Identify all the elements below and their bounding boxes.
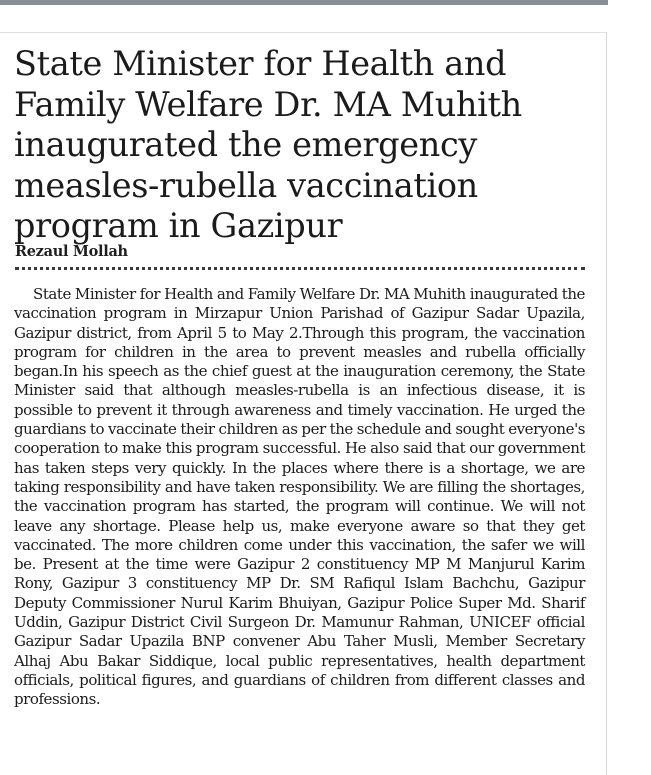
column-frame-top	[0, 32, 607, 33]
top-rule	[0, 0, 608, 5]
author-byline: Rezaul Mollah	[15, 243, 128, 260]
article-body: State Minister for Health and Family Welfare Dr. MA Muhith inaugurated the vaccination program in Mirzapur Union Parishad of Gazipur Sadar Upazila, Gazipur district, from April 5 to May 2.Through this program, the vaccination program for children in the area to prevent measles and rubella officially began.In his speech as the chief guest at the inauguration ceremony, the State Minister said that although measles-rubella is an infectious disease, it is possible to prevent it through awareness and timely vaccination. He urged the guardians to vaccinate their children as per the schedule and sought everyone's cooperation to make this program successful. He also said that our government has taken steps very quickly. In the places where there is a shortage, we are taking responsibility and have taken responsibility. We are filling the shortages, the vaccination program has started, the program will continue. We will not leave any shortage. Please help us, make everyone aware so that they get vaccinated. The more children come under this vaccination, the safer we will be. Present at the time were Gazipur 2 constituency MP M Manjurul Karim Rony, Gazipur 3 constituency MP Dr. SM Rafiqul Islam Bachchu, Gazipur Deputy Commissioner Nurul Karim Bhuiyan, Gazipur Police Super Md. Sharif Uddin, Gazipur District Civil Surgeon Dr. Mamunur Rahman, UNICEF official Gazipur Sadar Upazila BNP convener Abu Taher Musli, Member Secretary Alhaj Abu Bakar Siddique, local public representatives, health department officials, political figures, and guardians of children from different classes and professions.	[14, 285, 585, 709]
byline-divider	[15, 267, 585, 270]
column-frame-right	[606, 32, 607, 775]
article-headline: State Minister for Health and Family Welfare Dr. MA Muhith inaugurated the emergency measles-rubella vaccination program in Gazipur	[14, 44, 522, 245]
